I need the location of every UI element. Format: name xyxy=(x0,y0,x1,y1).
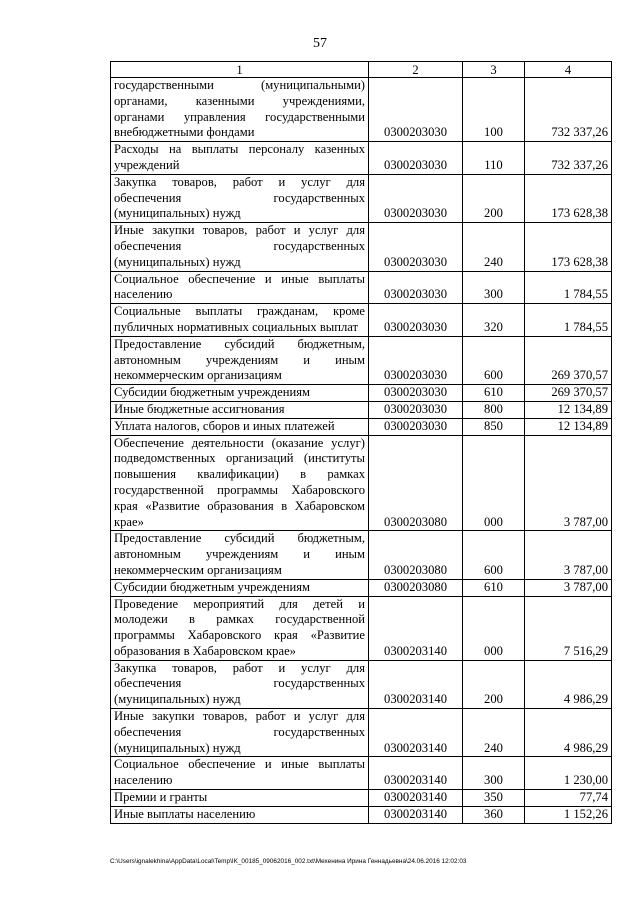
row-code: 0300203030 xyxy=(369,174,463,222)
row-amount: 269 370,57 xyxy=(525,385,612,402)
row-name: Социальное обеспечение и иные выплаты населению xyxy=(111,271,369,304)
table-row xyxy=(111,531,612,579)
row-name: Иные закупки товаров, работ и услуг для обеспечения государственных (муниципальных) нужд xyxy=(111,223,369,271)
row-amount: 3 787,00 xyxy=(525,435,612,531)
table-header-row xyxy=(111,62,612,78)
row-code: 0300203030 xyxy=(369,78,463,142)
row-amount: 1 230,00 xyxy=(525,757,612,790)
row-amount: 3 787,00 xyxy=(525,531,612,579)
row-code: 0300203080 xyxy=(369,579,463,596)
row-amount: 1 784,55 xyxy=(525,271,612,304)
row-code: 0300203140 xyxy=(369,806,463,823)
table-row xyxy=(111,790,612,807)
table-row xyxy=(111,223,612,271)
table-row xyxy=(111,174,612,222)
row-code: 0300203030 xyxy=(369,401,463,418)
row-expense-type: 000 xyxy=(463,435,525,531)
row-code: 0300203030 xyxy=(369,223,463,271)
row-expense-type: 000 xyxy=(463,596,525,660)
row-amount: 12 134,89 xyxy=(525,418,612,435)
row-amount: 1 784,55 xyxy=(525,304,612,337)
row-name: Иные бюджетные ассигнования xyxy=(111,401,369,418)
row-expense-type: 610 xyxy=(463,579,525,596)
row-amount: 3 787,00 xyxy=(525,579,612,596)
table-row xyxy=(111,304,612,337)
row-name: Закупка товаров, работ и услуг для обеспечения государственных (муниципальных) нужд xyxy=(111,660,369,708)
table-row xyxy=(111,385,612,402)
row-code: 0300203080 xyxy=(369,435,463,531)
row-amount: 4 986,29 xyxy=(525,660,612,708)
table-row xyxy=(111,660,612,708)
row-code: 0300203030 xyxy=(369,336,463,384)
row-amount: 173 628,38 xyxy=(525,174,612,222)
row-expense-type: 240 xyxy=(463,223,525,271)
row-amount: 173 628,38 xyxy=(525,223,612,271)
row-expense-type: 240 xyxy=(463,709,525,757)
row-name: Субсидии бюджетным учреждениям xyxy=(111,579,369,596)
row-expense-type: 600 xyxy=(463,531,525,579)
row-name: Проведение мероприятий для детей и молодежи в рамках государственной программы Хабаровского края «Развитие образования в Хабаровском крае» xyxy=(111,596,369,660)
row-expense-type: 200 xyxy=(463,660,525,708)
row-expense-type: 610 xyxy=(463,385,525,402)
page-number: 57 xyxy=(313,36,327,51)
row-name: Социальные выплаты гражданам, кроме публичных нормативных социальных выплат xyxy=(111,304,369,337)
table-row xyxy=(111,435,612,531)
table-row xyxy=(111,757,612,790)
table-row xyxy=(111,78,612,142)
table-row xyxy=(111,806,612,823)
row-amount: 1 152,26 xyxy=(525,806,612,823)
table-row xyxy=(111,336,612,384)
row-amount: 732 337,26 xyxy=(525,142,612,175)
row-code: 0300203030 xyxy=(369,271,463,304)
row-amount: 732 337,26 xyxy=(525,78,612,142)
row-name: Закупка товаров, работ и услуг для обеспечения государственных (муниципальных) нужд xyxy=(111,174,369,222)
row-name: Социальное обеспечение и иные выплаты населению xyxy=(111,757,369,790)
column-header-4: 4 xyxy=(525,62,612,78)
row-amount: 269 370,57 xyxy=(525,336,612,384)
row-name: Уплата налогов, сборов и иных платежей xyxy=(111,418,369,435)
table-row xyxy=(111,271,612,304)
row-expense-type: 600 xyxy=(463,336,525,384)
row-amount: 12 134,89 xyxy=(525,401,612,418)
row-code: 0300203080 xyxy=(369,531,463,579)
budget-table xyxy=(110,61,612,824)
row-expense-type: 300 xyxy=(463,757,525,790)
row-name: Предоставление субсидий бюджетным, автономным учреждениям и иным некоммерческим организациям xyxy=(111,531,369,579)
column-header-3: 3 xyxy=(463,62,525,78)
row-code: 0300203140 xyxy=(369,709,463,757)
row-expense-type: 350 xyxy=(463,790,525,807)
row-expense-type: 110 xyxy=(463,142,525,175)
row-expense-type: 200 xyxy=(463,174,525,222)
table-row xyxy=(111,709,612,757)
row-code: 0300203140 xyxy=(369,790,463,807)
row-code: 0300203140 xyxy=(369,596,463,660)
row-amount: 77,74 xyxy=(525,790,612,807)
row-name: Иные выплаты населению xyxy=(111,806,369,823)
row-expense-type: 850 xyxy=(463,418,525,435)
column-header-1: 1 xyxy=(111,62,369,78)
row-expense-type: 360 xyxy=(463,806,525,823)
row-name: Обеспечение деятельности (оказание услуг) подведомственных организаций (институты повышения квалификации) в рамках государственной программы Хабаровского края «Развитие образования в Хабаровском крае» xyxy=(111,435,369,531)
row-expense-type: 800 xyxy=(463,401,525,418)
table-row xyxy=(111,142,612,175)
row-expense-type: 320 xyxy=(463,304,525,337)
row-name: государственными (муниципальными) органами, казенными учреждениями, органами управления государственными внебюджетными фондами xyxy=(111,78,369,142)
row-amount: 7 516,29 xyxy=(525,596,612,660)
row-code: 0300203030 xyxy=(369,142,463,175)
table-row xyxy=(111,596,612,660)
row-code: 0300203140 xyxy=(369,757,463,790)
row-name: Иные закупки товаров, работ и услуг для обеспечения государственных (муниципальных) нужд xyxy=(111,709,369,757)
table-row xyxy=(111,579,612,596)
row-name: Предоставление субсидий бюджетным, автономным учреждениям и иным некоммерческим организациям xyxy=(111,336,369,384)
row-amount: 4 986,29 xyxy=(525,709,612,757)
table-row xyxy=(111,418,612,435)
row-code: 0300203030 xyxy=(369,385,463,402)
row-expense-type: 100 xyxy=(463,78,525,142)
row-code: 0300203030 xyxy=(369,418,463,435)
row-code: 0300203030 xyxy=(369,304,463,337)
row-code: 0300203140 xyxy=(369,660,463,708)
file-path-footer: C:\Users\ignalekhina\AppData\Local\Temp\IK_00185_09062016_002.txt\Мехенина Ирина Геннадьевна\24.06.2016 12:02:03 xyxy=(110,858,467,865)
column-header-2: 2 xyxy=(369,62,463,78)
table-row xyxy=(111,401,612,418)
row-name: Премии и гранты xyxy=(111,790,369,807)
row-name: Расходы на выплаты персоналу казенных учреждений xyxy=(111,142,369,175)
row-name: Субсидии бюджетным учреждениям xyxy=(111,385,369,402)
row-expense-type: 300 xyxy=(463,271,525,304)
